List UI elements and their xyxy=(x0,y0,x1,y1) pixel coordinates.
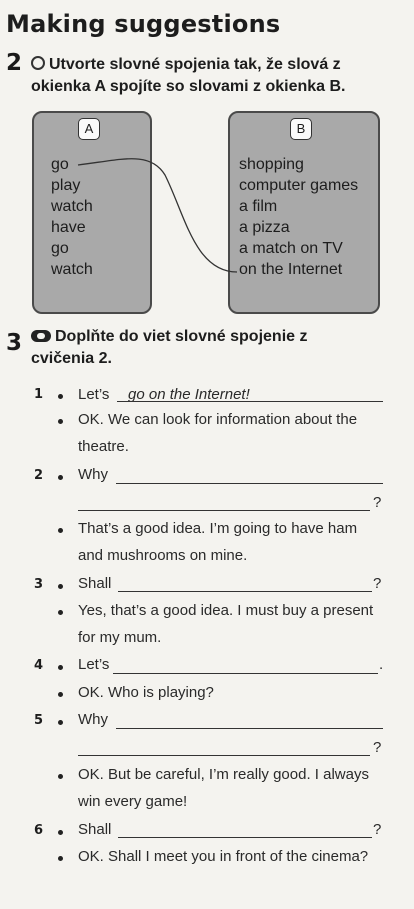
answer-line[interactable] xyxy=(117,401,383,402)
exercise-3-number: 3 xyxy=(6,330,23,356)
prompt-text: Let’s xyxy=(78,656,110,673)
prompt-text: Why xyxy=(78,466,108,483)
item-number: 3 xyxy=(34,577,44,592)
bullet-icon xyxy=(58,830,63,835)
instruction-line-2: cvičenia 2. xyxy=(31,350,112,367)
answer-line[interactable] xyxy=(116,728,383,729)
prompt-text: Let’s xyxy=(78,386,110,403)
response-line-1: That’s a good idea. I’m going to have ham xyxy=(78,520,358,537)
box-a-word: watch xyxy=(51,261,93,278)
answer-line[interactable] xyxy=(78,510,370,511)
prompt-text: Shall xyxy=(78,821,112,838)
line-end-mark: ? xyxy=(373,575,382,592)
instruction-line-1: Utvorte slovné spojenia tak, že slová z xyxy=(49,56,341,73)
response-line-1: Yes, that’s a good idea. I must buy a present xyxy=(78,602,374,619)
bullet-icon xyxy=(58,528,63,533)
example-answer: go on the Internet! xyxy=(128,386,250,403)
exercise-3-instruction xyxy=(31,326,307,370)
box-b-label: B xyxy=(290,118,312,140)
item-number: 4 xyxy=(34,658,44,673)
response-line-2: win every game! xyxy=(78,793,188,810)
box-b-word: a match on TV xyxy=(239,240,343,257)
exercise-2-number: 2 xyxy=(6,50,23,76)
line-end-mark: ? xyxy=(373,494,382,511)
item-number: 5 xyxy=(34,713,44,728)
line-end-mark: ? xyxy=(373,821,382,838)
box-a-word: have xyxy=(51,219,86,236)
instruction-line-1: Doplňte do viet slovné spojenie z xyxy=(55,328,308,345)
response-line-1: OK. But be careful, I’m really good. I always xyxy=(78,766,369,783)
bullet-icon xyxy=(58,475,63,480)
bullet-icon xyxy=(58,720,63,725)
bullet-icon xyxy=(58,856,63,861)
box-b-word: on the Internet xyxy=(239,261,343,278)
response-line-1: OK. Shall I meet you in front of the cinema? xyxy=(78,848,369,865)
box-a-word: go xyxy=(51,156,69,173)
box-a-label: A xyxy=(78,118,100,140)
bullet-icon xyxy=(58,584,63,589)
box-b-word: a pizza xyxy=(239,219,290,236)
box-b-word: a film xyxy=(239,198,278,215)
response-line-1: OK. Who is playing? xyxy=(78,684,214,701)
box-a-word: play xyxy=(51,177,81,194)
prompt-text: Why xyxy=(78,711,108,728)
response-line-2: and mushrooms on mine. xyxy=(78,547,248,564)
box-a-word: go xyxy=(51,240,69,257)
response-line-2: theatre. xyxy=(78,438,129,455)
answer-line[interactable] xyxy=(118,837,372,838)
line-end-mark: . xyxy=(379,656,384,673)
box-a-word: watch xyxy=(51,198,93,215)
answer-line[interactable] xyxy=(78,755,370,756)
line-end-mark: ? xyxy=(373,739,382,756)
item-number: 2 xyxy=(34,468,44,483)
bullet-icon xyxy=(58,774,63,779)
instruction-line-2: okienka A spojíte so slovami z okienka B. xyxy=(31,78,346,95)
response-line-2: for my mum. xyxy=(78,629,162,646)
page-title: Making suggestions xyxy=(6,10,281,38)
example-connector-line xyxy=(0,0,414,320)
prompt-text: Shall xyxy=(78,575,112,592)
answer-line[interactable] xyxy=(113,673,378,674)
bullet-icon xyxy=(58,665,63,670)
bullet-icon xyxy=(58,394,63,399)
box-b-word: computer games xyxy=(239,177,359,194)
response-line-1: OK. We can look for information about the xyxy=(78,411,358,428)
answer-line[interactable] xyxy=(116,483,383,484)
bullet-icon xyxy=(58,419,63,424)
box-b-word: shopping xyxy=(239,156,304,173)
bullet-icon xyxy=(58,692,63,697)
answer-line[interactable] xyxy=(118,591,372,592)
cd-icon xyxy=(31,330,51,342)
bullet-icon xyxy=(58,610,63,615)
item-number: 6 xyxy=(34,823,44,838)
item-number: 1 xyxy=(34,387,44,402)
